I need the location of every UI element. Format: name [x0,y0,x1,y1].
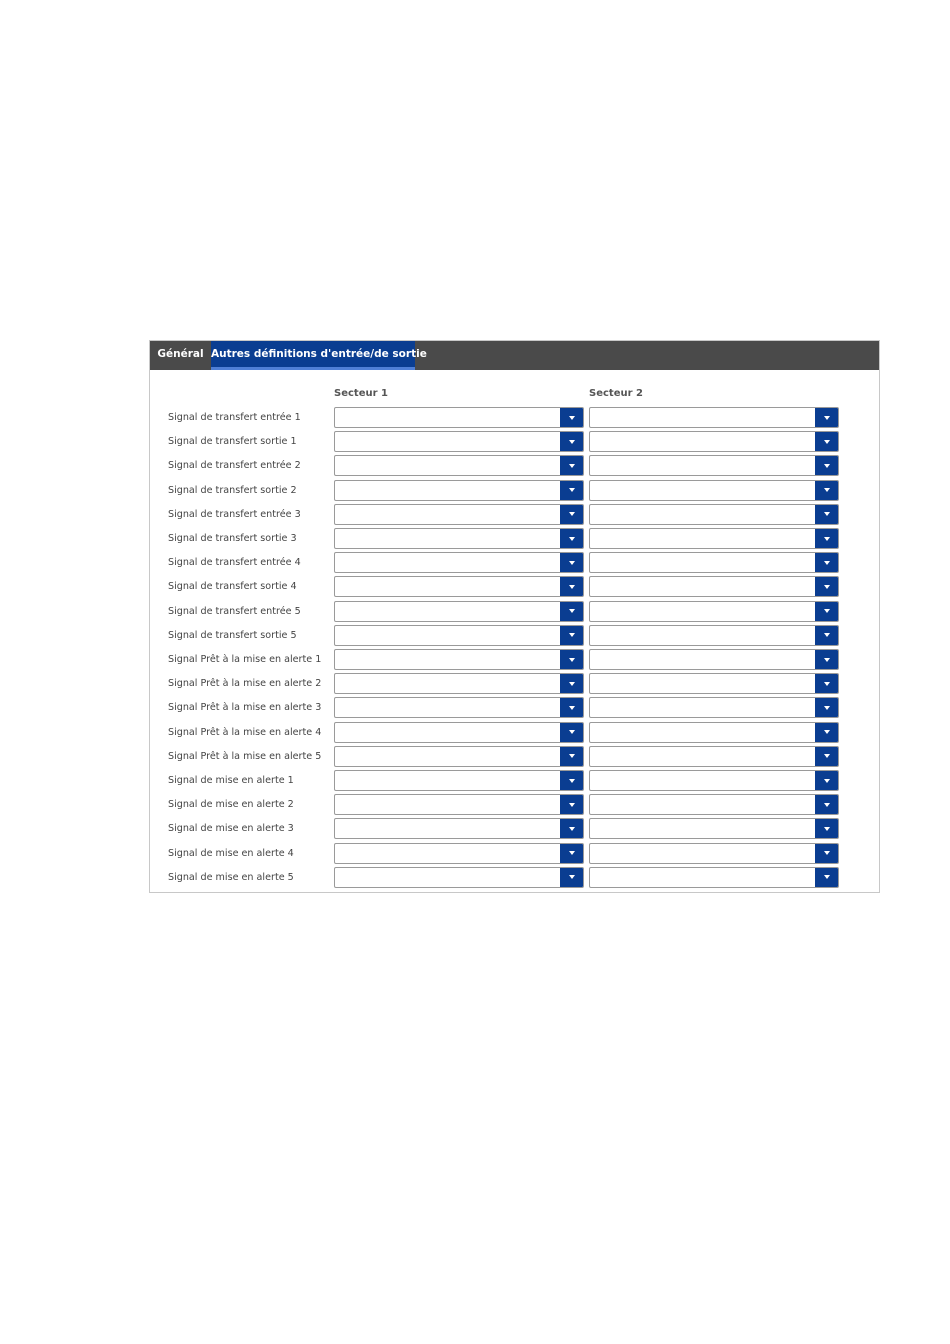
chevron-down-icon [569,730,575,734]
dropdown-button[interactable] [815,553,838,572]
dropdown-button[interactable] [560,771,583,790]
secteur-2-select[interactable] [589,746,839,767]
dropdown-button[interactable] [815,698,838,717]
secteur-1-select[interactable] [334,455,584,476]
secteur-2-select[interactable] [589,770,839,791]
dropdown-button[interactable] [560,529,583,548]
dropdown-button[interactable] [560,747,583,766]
chevron-down-icon [569,658,575,662]
form-row [150,818,879,839]
secteur-2-select[interactable] [589,818,839,839]
secteur-2-select[interactable] [589,794,839,815]
row-label: Signal de mise en alerte 1 [168,775,294,786]
secteur-2-select[interactable] [589,625,839,646]
dropdown-button[interactable] [815,674,838,693]
chevron-down-icon [824,537,830,541]
secteur-2-select[interactable] [589,673,839,694]
dropdown-button[interactable] [560,553,583,572]
dropdown-button[interactable] [815,408,838,427]
secteur-2-select[interactable] [589,867,839,888]
chevron-down-icon [824,633,830,637]
tab-other-io-definitions[interactable]: Autres définitions d'entrée/de sortie [211,341,415,370]
dropdown-button[interactable] [560,505,583,524]
secteur-1-select[interactable] [334,649,584,670]
dropdown-button[interactable] [815,819,838,838]
chevron-down-icon [569,537,575,541]
row-label: Signal de mise en alerte 2 [168,799,294,811]
secteur-2-select[interactable] [589,697,839,718]
tab-bar [150,341,879,370]
form-row [150,480,879,501]
row-label: Signal de transfert entrée 2 [168,460,301,472]
chevron-down-icon [824,488,830,492]
secteur-1-select[interactable] [334,673,584,694]
dropdown-button[interactable] [815,456,838,475]
row-label: Signal de mise en alerte 3 [168,823,294,835]
form-row [150,528,879,549]
secteur-1-select[interactable] [334,794,584,815]
dropdown-button[interactable] [560,698,583,717]
dropdown-button[interactable] [560,577,583,596]
chevron-down-icon [569,585,575,589]
secteur-1-select[interactable] [334,697,584,718]
chevron-down-icon [824,416,830,420]
dropdown-button[interactable] [815,626,838,645]
form-row [150,843,879,864]
dropdown-button[interactable] [560,432,583,451]
row-label: Signal de transfert entrée 3 [168,508,301,520]
column-header-secteur-2: Secteur 2 [589,388,643,399]
form-row [150,576,879,597]
dropdown-button[interactable] [560,868,583,887]
chevron-down-icon [569,754,575,758]
chevron-down-icon [569,609,575,613]
dropdown-button[interactable] [815,650,838,669]
secteur-1-select[interactable] [334,576,584,597]
dropdown-button[interactable] [815,795,838,814]
secteur-2-select[interactable] [589,552,839,573]
secteur-1-select[interactable] [334,601,584,622]
dropdown-button[interactable] [560,626,583,645]
chevron-down-icon [824,851,830,855]
row-label: Signal de transfert entrée 1 [168,412,301,423]
secteur-2-select[interactable] [589,649,839,670]
dropdown-button[interactable] [815,481,838,500]
chevron-down-icon [824,464,830,468]
secteur-2-select[interactable] [589,431,839,452]
chevron-down-icon [824,512,830,516]
secteur-2-select[interactable] [589,843,839,864]
secteur-2-select[interactable] [589,601,839,622]
dropdown-button[interactable] [815,771,838,790]
chevron-down-icon [569,827,575,831]
secteur-1-select[interactable] [334,818,584,839]
secteur-2-select[interactable] [589,576,839,597]
column-header-secteur-1: Secteur 1 [334,388,388,399]
row-label: Signal Prêt à la mise en alerte 1 [168,654,322,665]
row-label: Signal de transfert sortie 4 [168,581,297,593]
secteur-1-select[interactable] [334,722,584,743]
form-row [150,625,879,646]
row-label: Signal Prêt à la mise en alerte 3 [168,702,322,714]
chevron-down-icon [824,803,830,807]
form-row [150,794,879,815]
row-label: Signal de transfert entrée 5 [168,605,301,617]
secteur-1-select[interactable] [334,407,584,428]
form-row [150,746,879,767]
form-row [150,601,879,622]
form-row [150,407,879,428]
secteur-1-select[interactable] [334,504,584,525]
chevron-down-icon [569,416,575,420]
chevron-down-icon [824,827,830,831]
chevron-down-icon [569,875,575,879]
secteur-2-select[interactable] [589,407,839,428]
chevron-down-icon [569,803,575,807]
secteur-2-select[interactable] [589,455,839,476]
dropdown-button[interactable] [560,723,583,742]
form-row [150,431,879,452]
tab-general[interactable]: Général [157,348,204,360]
chevron-down-icon [824,875,830,879]
row-label: Signal de transfert sortie 3 [168,533,297,544]
dropdown-button[interactable] [560,844,583,863]
secteur-1-select[interactable] [334,770,584,791]
dropdown-button[interactable] [815,529,838,548]
secteur-1-select[interactable] [334,552,584,573]
secteur-2-select[interactable] [589,504,839,525]
secteur-1-select[interactable] [334,480,584,501]
secteur-1-select[interactable] [334,625,584,646]
chevron-down-icon [824,440,830,444]
row-label: Signal Prêt à la mise en alerte 4 [168,726,322,738]
chevron-down-icon [569,512,575,516]
form-row [150,504,879,525]
chevron-down-icon [569,851,575,855]
chevron-down-icon [824,561,830,565]
chevron-down-icon [569,464,575,468]
form-row [150,770,879,791]
form-row [150,697,879,718]
row-label: Signal de mise en alerte 5 [168,871,294,883]
secteur-2-select[interactable] [589,528,839,549]
io-definitions-panel [149,340,880,893]
secteur-1-select[interactable] [334,431,584,452]
secteur-2-select[interactable] [589,722,839,743]
dropdown-button[interactable] [560,408,583,427]
chevron-down-icon [569,488,575,492]
chevron-down-icon [824,682,830,686]
dropdown-button[interactable] [815,577,838,596]
dropdown-button[interactable] [815,602,838,621]
chevron-down-icon [824,585,830,589]
chevron-down-icon [569,633,575,637]
form-row [150,649,879,670]
dropdown-button[interactable] [560,674,583,693]
row-label: Signal de transfert entrée 4 [168,557,301,569]
chevron-down-icon [824,779,830,783]
row-label: Signal de transfert sortie 1 [168,436,297,448]
form-row [150,722,879,743]
secteur-1-select[interactable] [334,746,584,767]
chevron-down-icon [824,658,830,662]
dropdown-button[interactable] [560,650,583,669]
dropdown-button[interactable] [815,868,838,887]
secteur-1-select[interactable] [334,843,584,864]
chevron-down-icon [824,706,830,710]
form-row [150,867,879,888]
dropdown-button[interactable] [560,481,583,500]
row-label: Signal de mise en alerte 4 [168,847,294,859]
row-label: Signal Prêt à la mise en alerte 5 [168,750,322,762]
form-row [150,673,879,694]
dropdown-button[interactable] [815,723,838,742]
chevron-down-icon [569,561,575,565]
secteur-2-select[interactable] [589,480,839,501]
secteur-1-select[interactable] [334,867,584,888]
chevron-down-icon [569,706,575,710]
row-label: Signal Prêt à la mise en alerte 2 [168,678,322,690]
chevron-down-icon [569,779,575,783]
dropdown-button[interactable] [560,456,583,475]
chevron-down-icon [824,609,830,613]
secteur-1-select[interactable] [334,528,584,549]
dropdown-button[interactable] [815,747,838,766]
dropdown-button[interactable] [815,505,838,524]
dropdown-button[interactable] [815,432,838,451]
dropdown-button[interactable] [815,844,838,863]
dropdown-button[interactable] [560,602,583,621]
chevron-down-icon [569,440,575,444]
chevron-down-icon [824,754,830,758]
row-label: Signal de transfert sortie 5 [168,629,297,641]
row-label: Signal de transfert sortie 2 [168,484,297,496]
chevron-down-icon [824,730,830,734]
dropdown-button[interactable] [560,795,583,814]
form-row [150,455,879,476]
form-row [150,552,879,573]
dropdown-button[interactable] [560,819,583,838]
chevron-down-icon [569,682,575,686]
